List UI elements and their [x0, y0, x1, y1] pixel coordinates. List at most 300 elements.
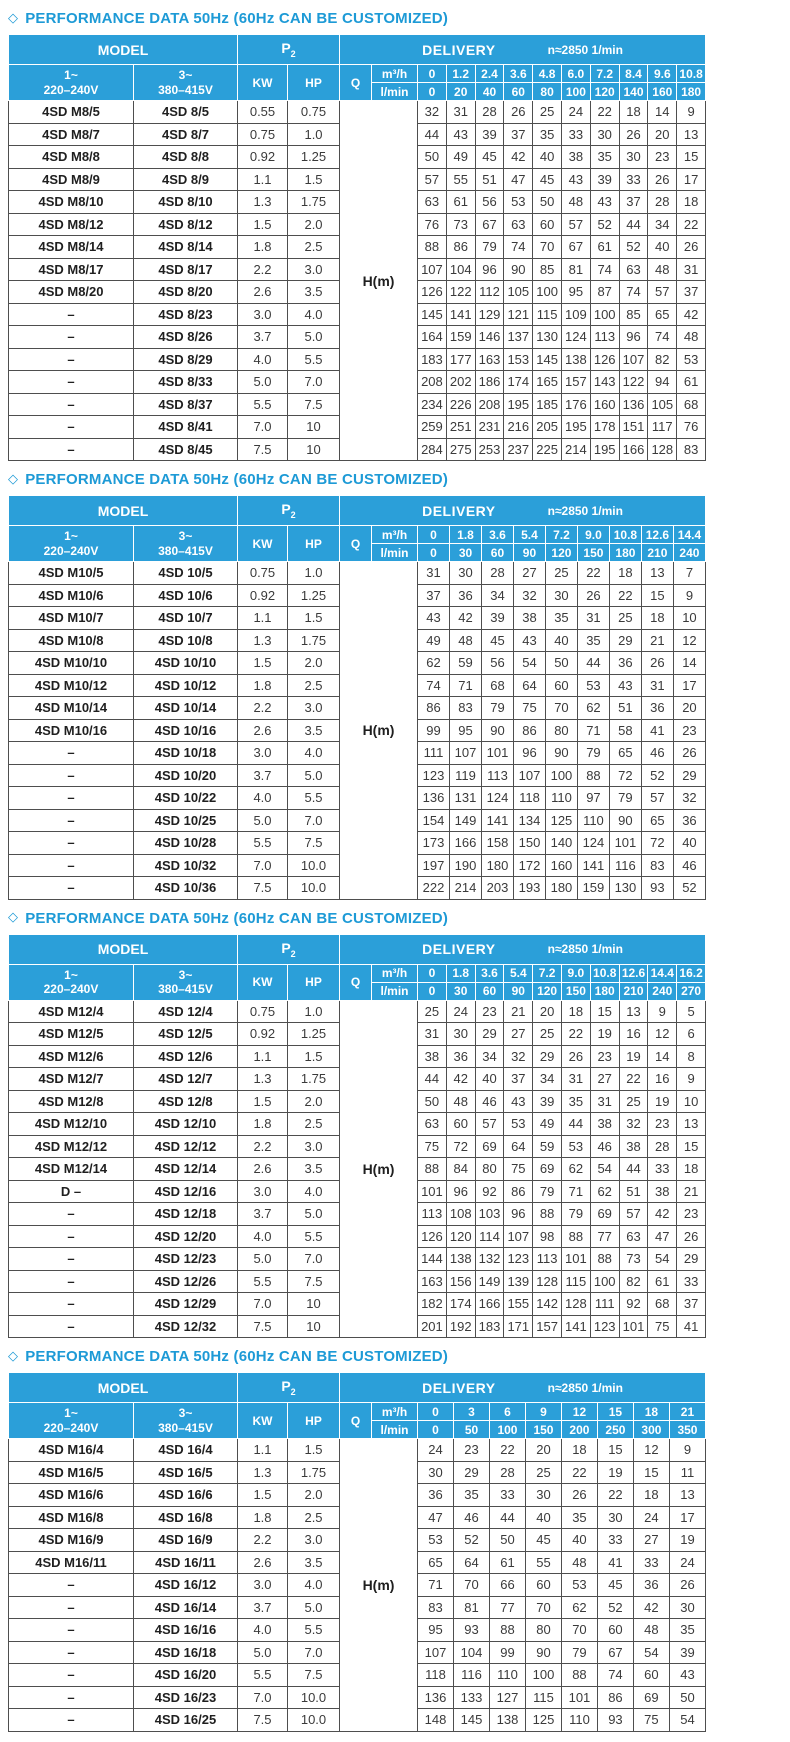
model-1ph-cell: D –	[9, 1180, 134, 1203]
head-value-cell: 101	[418, 1180, 447, 1203]
head-value-cell: 51	[619, 1180, 648, 1203]
table-row	[9, 1439, 706, 1462]
head-value-cell: 36	[641, 697, 673, 720]
head-value-cell: 208	[475, 393, 504, 416]
head-value-cell: 27	[504, 1023, 533, 1046]
hp-cell: 3.5	[288, 1158, 340, 1181]
flow-m3h-value: 2.4	[475, 65, 504, 83]
head-value-cell: 128	[562, 1293, 591, 1316]
model-3ph-cell: 4SD 10/7	[134, 607, 238, 630]
hp-cell: 2.0	[288, 213, 340, 236]
head-value-cell: 183	[418, 348, 447, 371]
head-value-cell: 24	[633, 1506, 669, 1529]
head-value-cell: 155	[504, 1293, 533, 1316]
kw-cell: 3.7	[238, 1203, 288, 1226]
model-3ph-cell: 4SD 12/4	[134, 1000, 238, 1023]
head-value-cell: 124	[562, 326, 591, 349]
head-value-cell: 77	[489, 1596, 525, 1619]
flow-unit-m3h: m³/h	[372, 1403, 418, 1421]
flow-lmin-value: 180	[609, 544, 641, 562]
model-3ph-cell: 4SD 8/12	[134, 213, 238, 236]
head-value-cell: 63	[418, 191, 447, 214]
head-value-cell: 45	[525, 1529, 561, 1552]
head-value-cell: 96	[446, 1180, 475, 1203]
delivery-label: DELIVERY	[422, 941, 496, 957]
flow-lmin-value: 150	[577, 544, 609, 562]
model-1ph-cell: 4SD M10/10	[9, 652, 134, 675]
head-value-cell: 174	[504, 371, 533, 394]
head-value-cell: 141	[562, 1315, 591, 1338]
head-value-cell: 136	[418, 1686, 454, 1709]
flow-m3h-value: 0	[418, 964, 447, 982]
head-value-cell: 60	[533, 213, 562, 236]
head-value-cell: 18	[641, 607, 673, 630]
head-value-cell: 69	[475, 1135, 504, 1158]
head-value-cell: 37	[677, 1293, 706, 1316]
model-1ph-cell: 4SD M10/8	[9, 629, 134, 652]
head-value-cell: 86	[446, 236, 475, 259]
head-value-cell: 25	[545, 562, 577, 585]
head-value-cell: 26	[561, 1484, 597, 1507]
head-value-cell: 24	[562, 101, 591, 124]
model-3ph-cell: 4SD 16/5	[134, 1461, 238, 1484]
kw-cell: 1.5	[238, 1090, 288, 1113]
hp-cell: 10	[288, 1315, 340, 1338]
kw-cell: 3.0	[238, 303, 288, 326]
kw-cell: 0.92	[238, 584, 288, 607]
head-value-cell: 75	[504, 1158, 533, 1181]
head-value-cell: 113	[590, 326, 619, 349]
head-value-cell: 57	[641, 787, 673, 810]
head-value-cell: 45	[481, 629, 513, 652]
head-value-cell: 142	[533, 1293, 562, 1316]
head-value-cell: 26	[677, 1225, 706, 1248]
flow-m3h-value: 1.8	[450, 526, 482, 544]
head-value-cell: 56	[481, 652, 513, 675]
kw-cell: 0.92	[238, 146, 288, 169]
flow-lmin-value: 100	[562, 83, 591, 101]
flow-m3h-value: 5.4	[513, 526, 545, 544]
head-value-cell: 160	[590, 393, 619, 416]
model-1ph-cell: –	[9, 438, 134, 461]
flow-m3h-value: 7.2	[545, 526, 577, 544]
head-value-cell: 21	[504, 1000, 533, 1023]
head-value-cell: 26	[673, 742, 705, 765]
model-3ph-cell: 4SD 10/32	[134, 854, 238, 877]
head-value-cell: 107	[418, 1641, 454, 1664]
model-3ph-cell: 4SD 8/14	[134, 236, 238, 259]
head-value-cell: 157	[562, 371, 591, 394]
head-value-cell: 193	[513, 877, 545, 900]
head-value-cell: 60	[633, 1664, 669, 1687]
head-value-cell: 54	[590, 1158, 619, 1181]
head-value-cell: 44	[577, 652, 609, 675]
kw-header: KW	[238, 1403, 288, 1439]
hp-cell: 1.25	[288, 1023, 340, 1046]
head-value-cell: 66	[489, 1574, 525, 1597]
flow-unit-lmin: l/min	[372, 83, 418, 101]
kw-cell: 1.1	[238, 607, 288, 630]
kw-cell: 5.5	[238, 1664, 288, 1687]
model-1ph-cell: –	[9, 787, 134, 810]
head-value-cell: 16	[619, 1023, 648, 1046]
head-value-cell: 180	[545, 877, 577, 900]
head-value-cell: 59	[533, 1135, 562, 1158]
head-value-cell: 103	[475, 1203, 504, 1226]
model-1ph-cell: –	[9, 764, 134, 787]
kw-cell: 0.92	[238, 1023, 288, 1046]
model-header: MODEL	[9, 35, 238, 65]
model-1ph-cell: 4SD M8/5	[9, 101, 134, 124]
model-1ph-cell: –	[9, 832, 134, 855]
head-value-cell: 36	[446, 1045, 475, 1068]
head-value-cell: 46	[475, 1090, 504, 1113]
model-1ph-cell: 4SD M10/16	[9, 719, 134, 742]
head-value-cell: 107	[619, 348, 648, 371]
head-value-cell: 28	[648, 1135, 677, 1158]
head-value-cell: 159	[577, 877, 609, 900]
model-3ph-cell: 4SD 8/37	[134, 393, 238, 416]
performance-section-4	[8, 1348, 782, 1732]
head-value-cell: 110	[577, 809, 609, 832]
head-value-cell: 203	[481, 877, 513, 900]
head-value-cell: 138	[562, 348, 591, 371]
table-row	[9, 562, 706, 585]
flow-lmin-value: 120	[590, 83, 619, 101]
model-3ph-cell: 4SD 10/14	[134, 697, 238, 720]
head-value-cell: 15	[677, 146, 706, 169]
performance-table	[8, 34, 706, 461]
head-value-cell: 124	[481, 787, 513, 810]
model-3ph-cell: 4SD 8/8	[134, 146, 238, 169]
head-value-cell: 24	[418, 1439, 454, 1462]
head-value-cell: 96	[513, 742, 545, 765]
head-value-cell: 144	[418, 1248, 447, 1271]
model-3ph-cell: 4SD 10/18	[134, 742, 238, 765]
head-value-cell: 42	[504, 146, 533, 169]
model-1ph-cell: –	[9, 1574, 134, 1597]
head-value-cell: 36	[633, 1574, 669, 1597]
section-title-text: PERFORMANCE DATA 50Hz (60Hz CAN BE CUSTOMIZED)	[25, 909, 449, 927]
head-value-cell: 39	[590, 168, 619, 191]
head-value-cell: 48	[446, 1090, 475, 1113]
head-value-cell: 9	[669, 1439, 705, 1462]
delivery-label: DELIVERY	[422, 1379, 496, 1396]
head-value-cell: 95	[450, 719, 482, 742]
diamond-icon: ◇	[8, 909, 19, 924]
head-value-cell: 70	[561, 1619, 597, 1642]
flow-lmin-value: 0	[418, 83, 447, 101]
model-1ph-cell: –	[9, 1596, 134, 1619]
head-value-cell: 202	[446, 371, 475, 394]
head-value-cell: 40	[545, 629, 577, 652]
flow-m3h-value: 10.8	[609, 526, 641, 544]
head-value-cell: 88	[561, 1664, 597, 1687]
model-3ph-cell: 4SD 8/17	[134, 258, 238, 281]
model-3ph-cell: 4SD 12/26	[134, 1270, 238, 1293]
hp-cell: 4.0	[288, 1574, 340, 1597]
head-value-cell: 107	[418, 258, 447, 281]
kw-cell: 1.3	[238, 1068, 288, 1091]
head-value-cell: 83	[641, 854, 673, 877]
hp-cell: 1.5	[288, 1439, 340, 1462]
model-1ph-cell: –	[9, 1686, 134, 1709]
head-value-cell: 34	[533, 1068, 562, 1091]
head-value-cell: 176	[562, 393, 591, 416]
head-value-cell: 35	[590, 146, 619, 169]
section-title	[8, 10, 782, 27]
head-m-label-cell: H(m)	[340, 1000, 418, 1338]
kw-cell: 1.8	[238, 236, 288, 259]
model-3ph-cell: 4SD 10/28	[134, 832, 238, 855]
head-value-cell: 9	[677, 101, 706, 124]
head-value-cell: 39	[475, 123, 504, 146]
hp-cell: 7.5	[288, 1664, 340, 1687]
head-value-cell: 119	[450, 764, 482, 787]
flow-lmin-value: 270	[677, 982, 706, 1000]
head-value-cell: 205	[533, 416, 562, 439]
head-value-cell: 74	[597, 1664, 633, 1687]
head-value-cell: 148	[418, 1709, 454, 1732]
hp-cell: 2.5	[288, 1113, 340, 1136]
head-value-cell: 101	[609, 832, 641, 855]
model-1ph-cell: 4SD M16/9	[9, 1529, 134, 1552]
model-1ph-cell: 4SD M8/10	[9, 191, 134, 214]
head-value-cell: 22	[609, 584, 641, 607]
head-value-cell: 105	[648, 393, 677, 416]
kw-cell: 5.5	[238, 1270, 288, 1293]
head-value-cell: 48	[648, 258, 677, 281]
head-value-cell: 28	[489, 1461, 525, 1484]
model-1ph-cell: 4SD M12/12	[9, 1135, 134, 1158]
diamond-icon: ◇	[8, 1347, 19, 1363]
hp-cell: 10	[288, 438, 340, 461]
head-value-cell: 63	[619, 258, 648, 281]
p2-header: $P_2$	[238, 1373, 340, 1403]
hp-cell: 5.5	[288, 348, 340, 371]
head-value-cell: 32	[673, 787, 705, 810]
hp-cell: 2.0	[288, 1484, 340, 1507]
head-value-cell: 190	[450, 854, 482, 877]
head-value-cell: 22	[590, 101, 619, 124]
kw-cell: 7.5	[238, 1315, 288, 1338]
model-1ph-cell: 4SD M8/8	[9, 146, 134, 169]
head-value-cell: 71	[450, 674, 482, 697]
model-header: MODEL	[9, 1373, 238, 1403]
q-header: Q	[340, 65, 372, 101]
model-3ph-cell: 4SD 12/32	[134, 1315, 238, 1338]
kw-cell: 3.0	[238, 742, 288, 765]
hp-cell: 1.75	[288, 191, 340, 214]
head-value-cell: 117	[648, 416, 677, 439]
flow-m3h-value: 4.8	[533, 65, 562, 83]
head-value-cell: 123	[418, 764, 450, 787]
model-3ph-cell: 4SD 16/8	[134, 1506, 238, 1529]
head-value-cell: 28	[648, 191, 677, 214]
head-value-cell: 44	[418, 1068, 447, 1091]
kw-cell: 0.75	[238, 562, 288, 585]
head-value-cell: 118	[418, 1664, 454, 1687]
head-value-cell: 34	[475, 1045, 504, 1068]
head-value-cell: 70	[525, 1596, 561, 1619]
head-value-cell: 115	[562, 1270, 591, 1293]
head-value-cell: 63	[418, 1113, 447, 1136]
head-value-cell: 30	[525, 1484, 561, 1507]
head-value-cell: 35	[545, 607, 577, 630]
head-value-cell: 23	[648, 1113, 677, 1136]
hp-cell: 3.0	[288, 697, 340, 720]
hp-cell: 2.0	[288, 1090, 340, 1113]
model-3ph-cell: 4SD 10/36	[134, 877, 238, 900]
head-value-cell: 60	[525, 1574, 561, 1597]
kw-cell: 1.1	[238, 1045, 288, 1068]
model-1ph-cell: –	[9, 742, 134, 765]
model-1ph-cell: –	[9, 416, 134, 439]
head-value-cell: 132	[475, 1248, 504, 1271]
head-value-cell: 48	[633, 1619, 669, 1642]
head-value-cell: 60	[446, 1113, 475, 1136]
voltage-1ph-header: 1~ 220–240V	[9, 65, 134, 101]
kw-header: KW	[238, 526, 288, 562]
head-value-cell: 37	[677, 281, 706, 304]
head-value-cell: 49	[533, 1113, 562, 1136]
hp-header: HP	[288, 65, 340, 101]
head-value-cell: 26	[669, 1574, 705, 1597]
hp-cell: 10.0	[288, 854, 340, 877]
head-value-cell: 68	[481, 674, 513, 697]
kw-cell: 5.0	[238, 1641, 288, 1664]
head-value-cell: 145	[533, 348, 562, 371]
head-value-cell: 22	[619, 1068, 648, 1091]
head-value-cell: 225	[533, 438, 562, 461]
head-value-cell: 185	[533, 393, 562, 416]
head-value-cell: 40	[533, 146, 562, 169]
head-value-cell: 130	[609, 877, 641, 900]
delivery-header	[340, 1373, 706, 1403]
head-value-cell: 26	[504, 101, 533, 124]
head-value-cell: 34	[648, 213, 677, 236]
head-value-cell: 30	[619, 146, 648, 169]
head-value-cell: 22	[561, 1461, 597, 1484]
head-value-cell: 79	[609, 787, 641, 810]
model-1ph-cell: –	[9, 393, 134, 416]
head-value-cell: 57	[475, 1113, 504, 1136]
model-1ph-cell: 4SD M12/8	[9, 1090, 134, 1113]
head-value-cell: 79	[577, 742, 609, 765]
head-value-cell: 71	[418, 1574, 454, 1597]
head-value-cell: 23	[590, 1045, 619, 1068]
head-value-cell: 111	[590, 1293, 619, 1316]
flow-unit-m3h: m³/h	[372, 65, 418, 83]
hp-cell: 0.75	[288, 101, 340, 124]
head-value-cell: 231	[475, 416, 504, 439]
head-value-cell: 82	[619, 1270, 648, 1293]
head-value-cell: 27	[633, 1529, 669, 1552]
head-value-cell: 33	[562, 123, 591, 146]
head-value-cell: 32	[418, 101, 447, 124]
model-3ph-cell: 4SD 12/10	[134, 1113, 238, 1136]
head-value-cell: 46	[590, 1135, 619, 1158]
head-value-cell: 48	[450, 629, 482, 652]
hp-cell: 5.5	[288, 787, 340, 810]
hp-cell: 3.5	[288, 1551, 340, 1574]
head-value-cell: 5	[677, 1000, 706, 1023]
model-3ph-cell: 4SD 10/5	[134, 562, 238, 585]
head-value-cell: 99	[489, 1641, 525, 1664]
model-1ph-cell: 4SD M12/10	[9, 1113, 134, 1136]
head-value-cell: 156	[446, 1270, 475, 1293]
head-value-cell: 108	[446, 1203, 475, 1226]
flow-lmin-value: 30	[446, 982, 475, 1000]
head-value-cell: 101	[619, 1315, 648, 1338]
flow-lmin-value: 180	[590, 982, 619, 1000]
head-value-cell: 13	[669, 1484, 705, 1507]
model-1ph-cell: –	[9, 809, 134, 832]
head-value-cell: 201	[418, 1315, 447, 1338]
head-value-cell: 131	[450, 787, 482, 810]
head-value-cell: 71	[562, 1180, 591, 1203]
model-3ph-cell: 4SD 12/20	[134, 1225, 238, 1248]
head-value-cell: 44	[619, 1158, 648, 1181]
model-3ph-cell: 4SD 16/6	[134, 1484, 238, 1507]
head-value-cell: 79	[481, 697, 513, 720]
head-value-cell: 107	[513, 764, 545, 787]
head-value-cell: 18	[633, 1484, 669, 1507]
head-value-cell: 11	[669, 1461, 705, 1484]
hp-cell: 4.0	[288, 1180, 340, 1203]
model-3ph-cell: 4SD 12/14	[134, 1158, 238, 1181]
head-value-cell: 48	[677, 326, 706, 349]
diamond-icon: ◇	[8, 470, 19, 486]
head-value-cell: 160	[545, 854, 577, 877]
head-value-cell: 83	[418, 1596, 454, 1619]
head-value-cell: 90	[545, 742, 577, 765]
kw-cell: 7.5	[238, 1709, 288, 1732]
hp-cell: 7.5	[288, 393, 340, 416]
head-value-cell: 58	[609, 719, 641, 742]
head-value-cell: 31	[590, 1090, 619, 1113]
hp-cell: 1.75	[288, 1068, 340, 1091]
head-value-cell: 19	[619, 1045, 648, 1068]
flow-m3h-value: 12	[561, 1403, 597, 1421]
model-1ph-cell: –	[9, 1641, 134, 1664]
head-value-cell: 22	[677, 213, 706, 236]
head-value-cell: 20	[525, 1439, 561, 1462]
head-value-cell: 62	[418, 652, 450, 675]
flow-lmin-value: 150	[562, 982, 591, 1000]
hp-cell: 10	[288, 1293, 340, 1316]
model-1ph-cell: –	[9, 1270, 134, 1293]
flow-lmin-value: 240	[673, 544, 705, 562]
head-value-cell: 19	[669, 1529, 705, 1552]
head-value-cell: 86	[504, 1180, 533, 1203]
head-value-cell: 26	[641, 652, 673, 675]
head-value-cell: 50	[418, 146, 447, 169]
head-value-cell: 20	[533, 1000, 562, 1023]
head-value-cell: 40	[561, 1529, 597, 1552]
head-value-cell: 100	[525, 1664, 561, 1687]
head-value-cell: 15	[597, 1439, 633, 1462]
head-value-cell: 35	[562, 1090, 591, 1113]
flow-lmin-value: 200	[561, 1421, 597, 1439]
head-value-cell: 8	[677, 1045, 706, 1068]
flow-m3h-value: 0	[418, 526, 450, 544]
flow-m3h-value: 16.2	[677, 964, 706, 982]
head-value-cell: 166	[619, 438, 648, 461]
kw-cell: 0.75	[238, 123, 288, 146]
head-m-label-cell: H(m)	[340, 562, 418, 900]
head-value-cell: 110	[561, 1709, 597, 1732]
